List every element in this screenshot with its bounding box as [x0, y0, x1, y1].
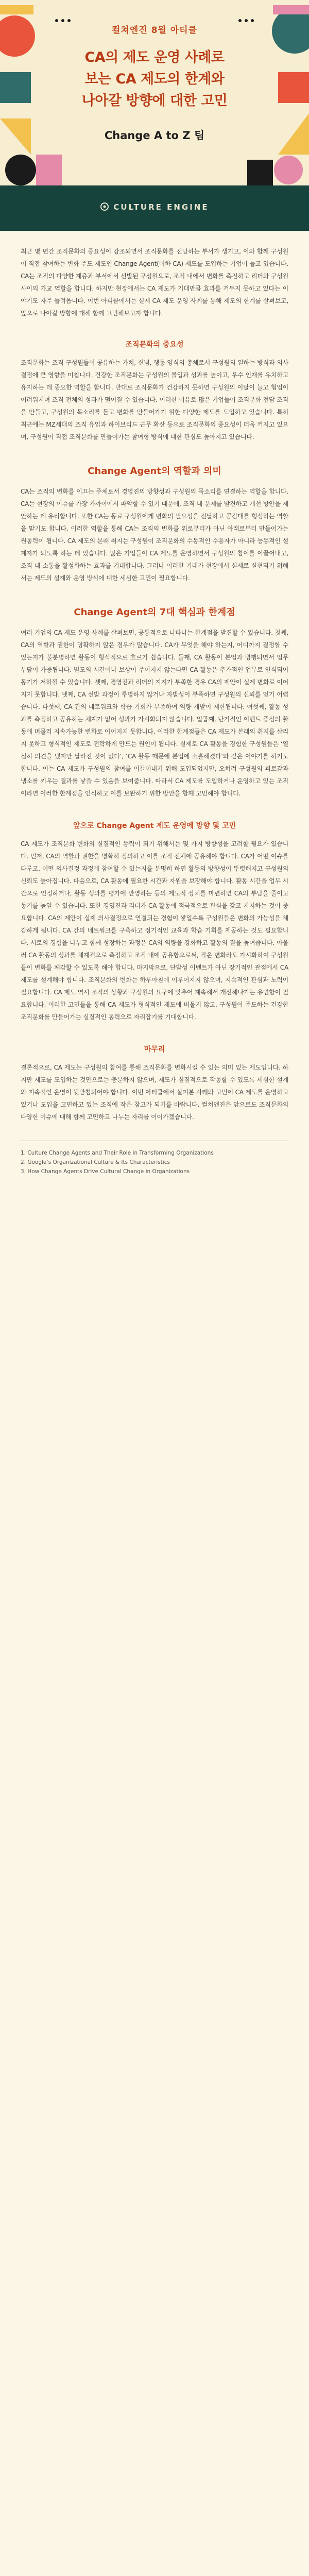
section-culture-importance	[0, 339, 309, 443]
section-paragraph: CA는 조직의 변화를 이끄는 주체로서 경영진의 방향성과 구성원의 목소리를 연결하는 역할을 합니다. CA는 현장의 이슈를 가장 가까이에서 파악할 수 있기 때문에, 조직 내 문제를 발견하고 개선 방안을 제안하는 데 유리합니다. 또한 CA는 동료 구성원에게 변화의 필요성을 전달하고 공감대를 형성하는 역할을 맡기도 합니다. 이러한 역할을 통해 CA는 조직의 변화를 위로부터가 아닌 아래로부터 만들어가는 원동력이 됩니다. CA 제도의 본래 취지는 구성원이 조직문화의 수동적인 수용자가 아니라 능동적인 설계자가 되도록 하는 데 있습니다. 많은 기업들이 CA 제도를 운영하면서 구성원의 참여를 이끌어내고, 조직 내 소통을 활성화하는 효과를 기대합니다. 그러나 이러한 기대가 현장에서 실제로 실현되기 위해서는 제도의 설계와 운영 방식에 대한 세심한 고민이 필요합니다.	[21, 488, 289, 582]
section-paragraph: 조직문화는 조직 구성원들이 공유하는 가치, 신념, 행동 양식의 총체로서 구성원의 일하는 방식과 의사결정에 큰 영향을 미칩니다. 건강한 조직문화는 구성원의 몰입과 성과를 높이고, 우수 인재를 유치하고 유지하는 데 중요한 역할을 합니다. 반대로 조직문화가 건강하지 못하면 구성원의 이탈이 늘고 협업이 어려워지며 조직 전체의 성과가 떨어질 수 있습니다. 이러한 이유로 많은 기업들이 조직문화 전담 조직을 만들고, 구성원의 목소리를 듣고 변화를 만들어가기 위한 다양한 제도를 도입하고 있습니다. 특히 최근에는 MZ세대의 조직 유입과 하이브리드 근무 확산 등으로 조직문화의 중요성이 더욱 커지고 있으며, 구성원이 직접 조직문화를 만들어가는 참여형 방식에 대한 관심도 높아지고 있습니다.	[21, 359, 288, 440]
reference-item[interactable]: 1. Culture Change Agents and Their Role in Transforming Organizations	[21, 1150, 214, 1156]
section-heading: Change Agent의 역할과 의미	[88, 466, 221, 477]
section-heading: 조직문화의 중요성	[125, 341, 184, 349]
article-subtitle: Change A to Z 팀	[104, 129, 205, 142]
article-title-line: 나아갈 방향에 대한 고민	[81, 93, 228, 109]
brand-name: CULTURE ENGINE	[113, 202, 209, 212]
section-ca-direction	[0, 820, 309, 1023]
intro-section	[0, 245, 309, 319]
section-closing	[0, 1044, 309, 1123]
article-title-line: CA의 제도 운영 사례로	[84, 49, 225, 65]
references	[21, 1148, 288, 1176]
article-title	[33, 47, 276, 112]
article-body	[0, 231, 309, 1176]
section-heading: 앞으로 Change Agent 제도 운영에 방향 및 고민	[73, 822, 236, 830]
reference-item[interactable]: 2. Googleʼs Organizational Culture & Its Characteristics	[21, 1159, 170, 1165]
section-ca-role	[0, 464, 309, 584]
section-paragraph: 결론적으로, CA 제도는 구성원의 참여를 통해 조직문화를 변화시킬 수 있는 의미 있는 제도입니다. 하지만 제도를 도입하는 것만으로는 충분하지 않으며, 제도가 실질적으로 작동할 수 있도록 세심한 설계와 지속적인 운영이 뒷받침되어야 합니다. 이번 아티클에서 살펴본 사례와 고민이 CA 제도를 운영하고 있거나 도입을 고민하고 있는 조직에 작은 참고가 되기를 바랍니다. 컬쳐엔진은 앞으로도 조직문화의 다양한 이슈에 대해 함께 고민하고 나누는 자리를 이어가겠습니다.	[21, 1064, 288, 1121]
section-heading: 마무리	[144, 1045, 165, 1054]
brand-band	[0, 185, 309, 231]
section-ca-limits	[0, 605, 309, 800]
section-paragraph: CA 제도가 조직문화 변화의 실질적인 동력이 되기 위해서는 몇 가지 방향성을 고려할 필요가 있습니다. 먼저, CA의 역할과 권한을 명확히 정의하고 이를 조직 전체에 공유해야 합니다. CA가 어떤 이슈를 다루고, 어떤 의사결정 과정에 참여할 수 있는지를 분명히 하면 활동의 방향성이 뚜렷해지고 구성원의 신뢰도 높아집니다. 다음으로, CA 활동에 필요한 시간과 자원을 보장해야 합니다. 활동 시간을 업무 시간으로 인정하거나, 활동 성과를 평가에 반영하는 등의 제도적 장치를 마련하면 CA의 부담을 줄이고 동기를 높일 수 있습니다. 또한 경영진과 리더가 CA 활동에 적극적으로 관심을 갖고 지지하는 것이 중요합니다. CA의 제안이 실제 의사결정으로 연결되는 경험이 쌓일수록 구성원들은 변화의 가능성을 체감하게 됩니다. CA 간의 네트워크를 구축하고 정기적인 교육과 학습 기회를 제공하는 것도 필요합니다. 서로의 경험을 나누고 함께 성장하는 과정은 CA의 역량을 강화하고 활동의 질을 높여줍니다. 아울러 CA 활동의 성과를 체계적으로 측정하고 조직 내에 공유함으로써, 작은 변화라도 가시화하여 구성원들이 변화를 체감할 수 있도록 해야 합니다. 마지막으로, 단발성 이벤트가 아닌 장기적인 관점에서 CA 제도를 설계해야 합니다. 조직문화의 변화는 하루아침에 이루어지지 않으며, 지속적인 관심과 노력이 필요합니다. CA 제도 역시 조직의 상황과 구성원의 요구에 맞추어 계속해서 개선해나가는 유연함이 필요합니다. 이러한 고민들을 통해 CA 제도가 형식적인 제도에 머물지 않고, 구성원이 주도하는 건강한 조직문화를 만들어가는 실질적인 동력으로 자리잡기를 기대합니다.	[21, 840, 289, 1021]
engine-icon	[100, 202, 109, 211]
hero-text	[0, 23, 309, 143]
hero-banner	[0, 0, 309, 185]
intro-paragraph: 최근 몇 년간 조직문화의 중요성이 강조되면서 조직문화를 전담하는 부서가 생기고, 이와 함께 구성원이 직접 참여하는 변화 주도 제도인 Change Agent(이하 CA) 제도를 도입하는 기업이 늘고 있습니다. CA는 조직의 다양한 계층과 부서에서 선발된 구성원으로, 조직 내에서 변화를 촉진하고 리더와 구성원 사이의 가교 역할을 합니다. 하지만 현장에서는 CA 제도가 기대만큼 효과를 거두지 못하고 있다는 이야기도 자주 들려옵니다. 이번 아티클에서는 실제 CA 제도 운영 사례를 통해 제도의 한계를 살펴보고, 앞으로 나아갈 방향에 대해 함께 고민해보고자 합니다.	[21, 248, 288, 317]
reference-item[interactable]: 3. How Change Agents Drive Cultural Change in Organizations	[21, 1168, 190, 1175]
section-paragraph: 여러 기업의 CA 제도 운영 사례를 살펴보면, 공통적으로 나타나는 한계점을 발견할 수 있습니다. 첫째, CA의 역할과 권한이 명확하지 않은 경우가 많습니다. CA가 무엇을 해야 하는지, 어디까지 결정할 수 있는지가 불분명하면 활동이 형식적으로 흐르기 쉽습니다. 둘째, CA 활동이 본업과 병행되면서 업무 부담이 가중됩니다. 별도의 시간이나 보상이 주어지지 않는다면 CA 활동은 추가적인 업무로 인식되어 동기가 저하될 수 있습니다. 셋째, 경영진과 리더의 지지가 부족한 경우 CA의 제안이 실제 변화로 이어지지 못합니다. 넷째, CA 선발 과정이 투명하지 않거나 자발성이 부족하면 구성원의 신뢰를 얻기 어렵습니다. 다섯째, CA 간의 네트워크와 학습 기회가 부족하여 역량 개발이 제한됩니다. 여섯째, 활동 성과를 측정하고 공유하는 체계가 없어 성과가 가시화되지 않습니다. 일곱째, 단기적인 이벤트 중심의 활동에 머물러 지속가능한 변화로 이어지지 못합니다. 이러한 한계점들은 CA 제도가 본래의 취지를 살리지 못하고 형식적인 제도로 전락하게 만드는 원인이 됩니다. 실제로 CA 활동을 경험한 구성원들은 ‘열심히 의견을 냈지만 달라진 것이 없다’, ‘CA 활동 때문에 본업에 소홀해졌다’와 같은 이야기를 하기도 합니다. 이는 CA 제도가 구성원의 참여를 이끌어내기 위해 도입되었지만, 오히려 구성원의 피로감과 냉소를 키우는 결과를 낳을 수 있음을 보여줍니다. 따라서 CA 제도를 도입하거나 운영하고 있는 조직이라면 이러한 한계점을 인식하고 이를 보완하기 위한 방안을 함께 고민해야 합니다.	[21, 629, 288, 797]
article-title-line: 보는 CA 제도의 한계와	[84, 71, 225, 87]
section-heading: Change Agent의 7대 핵심과 한계점	[74, 607, 235, 618]
series-label: 컬쳐엔진 8월 아티클	[111, 25, 198, 36]
brand-logo	[0, 202, 309, 212]
